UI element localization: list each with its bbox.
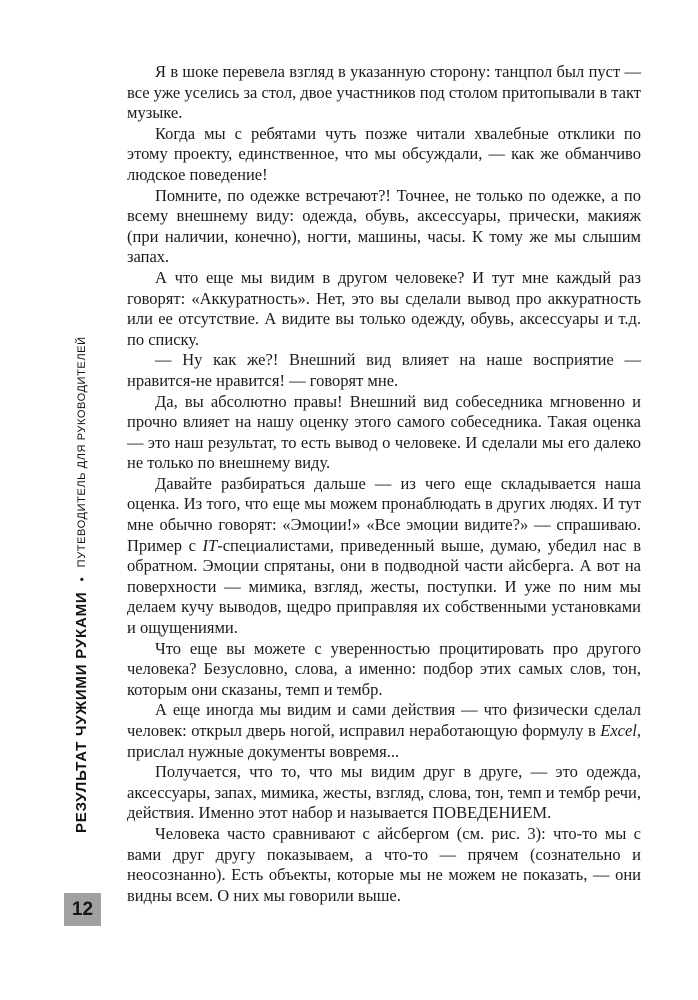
- paragraph: Да, вы абсолютно правы! Внешний вид собеседника мгновенно и прочно влияет на нашу оценку этого самого собеседника. Такая оценка — это наш результат, то есть вывод о человеке. И сделали мы его далеко не только по внешнему виду.: [127, 391, 641, 473]
- paragraph: Когда мы с ребятами чуть позже читали хвалебные отклики по этому проекту, единственное, что мы обсуждали, — как же обманчиво людское поведение!: [127, 123, 641, 184]
- paragraph: А что еще мы видим в другом человеке? И тут мне каждый раз говорят: «Аккуратность». Нет, это вы сделали вывод про аккуратность или ее отсутствие. А видите вы только одежду, обувь, аксессуары и т.д. по списку.: [127, 267, 641, 349]
- paragraph: Человека часто сравнивают с айсбергом (см. рис. 3): что-то мы с вами друг другу показываем, а что-то — прячем (сознательно и неосознанно). Есть объекты, которые мы не можем не показать, — они видны всем. О них мы говорили выше.: [127, 823, 641, 905]
- page-number-badge: [64, 893, 101, 926]
- paragraph: А еще иногда мы видим и сами действия — что физически сделал человек: открыл дверь ногой, исправил неработающую формулу в Excel, прислал нужные документы вовремя...: [127, 700, 641, 761]
- paragraph: Что еще вы можете с уверенностью процитировать про другого человека? Безусловно, слова, а именно: подбор этих самых слов, тон, которым они сказаны, темп и тембр.: [127, 638, 641, 699]
- paragraph: — Ну как же?! Внешний вид влияет на наше восприятие — нравится-не нравится! — говорят мне.: [127, 350, 641, 390]
- paragraph: Я в шоке перевела взгляд в указанную сторону: танцпол был пуст — все уже уселись за стол, двое участников под столом притопывали в такт музыке.: [127, 62, 641, 123]
- bullet-separator: •: [74, 577, 89, 582]
- page-number: 12: [71, 898, 94, 920]
- paragraph: Получается, что то, что мы видим друг в друге, — это одежда, аксессуары, запах, мимика, жесты, взгляд, слова, тон, темп и тембр речи, действия. Именно этот набор и называется ПОВЕДЕНИЕМ.: [127, 762, 641, 823]
- text-column: [127, 62, 641, 906]
- sidebar-running-title: [73, 336, 90, 833]
- paragraph: Давайте разбираться дальше — из чего еще складывается наша оценка. Из того, что еще мы можем пронаблюдать в других людях. И тут мне обычно говорят: «Эмоции!» «Все эмоции видите?» — спрашиваю. Пример с IT-специалистами, приведенный выше, думаю, убедил нас в обратном. Эмоции спрятаны, они в подводной части айсберга. А вот на поверхности — мимика, взгляд, жесты, поступки. И уже по ним мы делаем кучу выводов, щедро приправляя их собственными установками и ощущениями.: [127, 473, 641, 638]
- book-title-vertical: РЕЗУЛЬТАТ ЧУЖИМИ РУКАМИ: [73, 591, 90, 833]
- book-subtitle-vertical: ПУТЕВОДИТЕЛЬ ДЛЯ РУКОВОДИТЕЛЕЙ: [75, 336, 88, 568]
- paragraph: Помните, по одежке встречают?! Точнее, не только по одежке, а по всему внешнему виду: одежда, обувь, аксессуары, прически, макияж (при наличии, конечно), ногти, машины, часы. К тому же мы слышим запах.: [127, 185, 641, 267]
